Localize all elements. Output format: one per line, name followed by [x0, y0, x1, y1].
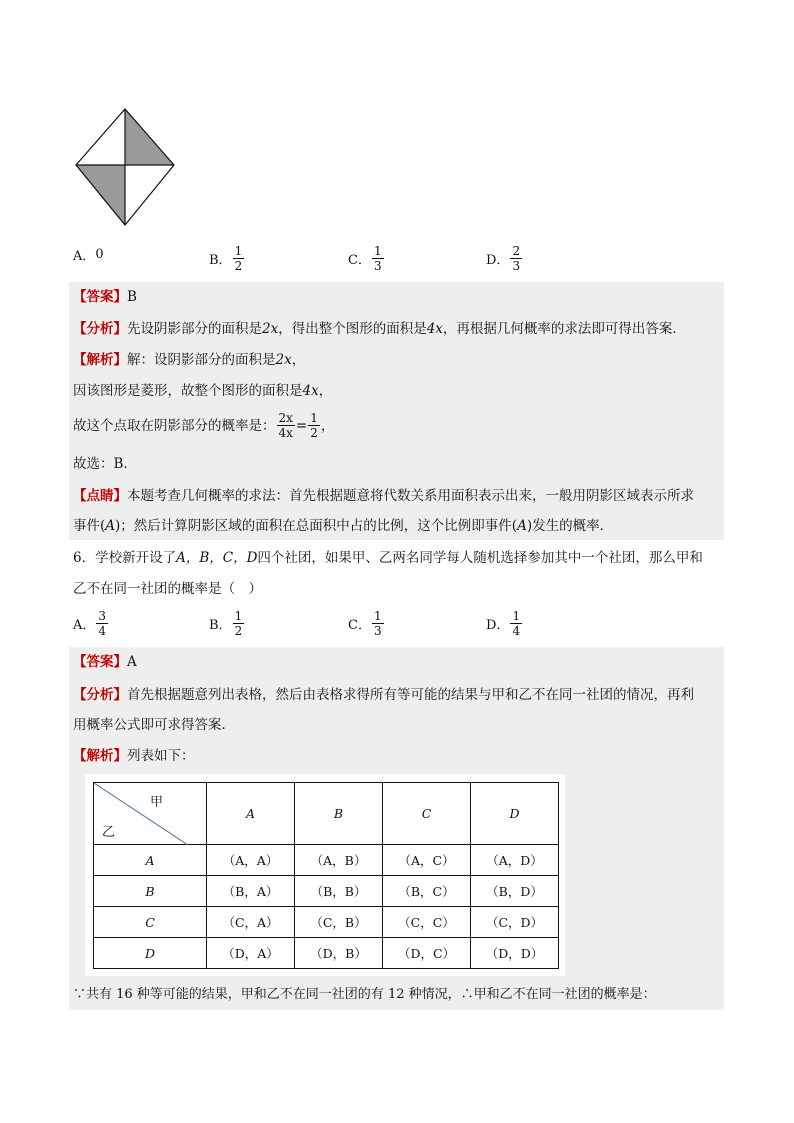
q6-analysis-line1: 【分析】首先根据题意列出表格，然后由表格求得所有等可能的结果与甲和乙不在同一社团的情况，再利 [73, 687, 694, 703]
corner-bottom-label: 乙 [102, 825, 116, 840]
table-cell: （B，C） [383, 876, 471, 907]
table-row [94, 876, 559, 907]
fraction: $\frac{2x}{4x}$ [278, 411, 293, 440]
row-header: A [94, 845, 207, 876]
fraction: $\frac{1}{2}$ [310, 411, 318, 440]
fraction: $\frac{1}{4}$ [512, 609, 521, 638]
q5-option-d: D． $\frac{2}{3}$ [486, 244, 521, 273]
q5-option-b: B． $\frac{1}{2}$ [209, 244, 243, 273]
fraction: $\frac{1}{2}$ [234, 609, 243, 638]
q6-question-line1: 6．学校新开设了A，B，C，D四个社团，如果甲、乙两名同学每人随机选择参加其中一个社团，那么甲和 [73, 550, 703, 566]
q6-option-d: D． $\frac{1}{4}$ [486, 609, 521, 638]
table-cell: （A，B） [295, 845, 383, 876]
table-cell: （B，A） [207, 876, 295, 907]
table-cell: （D，A） [207, 938, 295, 969]
q6-option-b: B． $\frac{1}{2}$ [209, 609, 243, 638]
q5-point-line1: 【点睛】本题考查几何概率的求法：首先根据题意将代数关系用面积表示出来，一般用阴影区域表示所求 [73, 488, 694, 504]
q5-solution-line3: 故这个点取在阴影部分的概率是： $\frac{2x}{4x}$ = $\frac{1}{2}$ ， [73, 411, 335, 440]
table-cell: （C，D） [471, 907, 559, 938]
fraction: $\frac{1}{3}$ [373, 609, 382, 638]
q5-analysis: 【分析】先设阴影部分的面积是2x，得出整个图形的面积是4x，再根据几何概率的求法即可得出答案． [73, 321, 686, 337]
table-cell: （B，B） [295, 876, 383, 907]
table-cell: （A，D） [471, 845, 559, 876]
table-header-row [94, 783, 559, 845]
q5-point-line2: 事件(A)；然后计算阴影区域的面积在总面积中占的比例，这个比例即事件(A)发生的概率． [73, 518, 614, 534]
q5-solution-line4: 故选：B． [73, 456, 137, 472]
row-header: C [94, 907, 207, 938]
rhombus-figure [70, 105, 180, 230]
table-cell: （B，D） [471, 876, 559, 907]
col-header: D [471, 783, 559, 845]
table-cell: （C，A） [207, 907, 295, 938]
table-cell: （D，C） [383, 938, 471, 969]
table-cell: （C，C） [383, 907, 471, 938]
col-header: B [295, 783, 383, 845]
table-cell: （A，C） [383, 845, 471, 876]
table-row [94, 907, 559, 938]
table-cell: （A，A） [207, 845, 295, 876]
q6-conclusion: ∵共有 16 种等可能的结果，甲和乙不在同一社团的有 12 种情况，∴甲和乙不在同一社团的概率是： [73, 987, 656, 1002]
col-header: A [207, 783, 295, 845]
q6-question-line2: 乙不在同一社团的概率是（ ） [73, 581, 262, 597]
q5-answer: 【答案】B [73, 289, 137, 305]
table-row [94, 938, 559, 969]
fraction: $\frac{1}{3}$ [373, 244, 382, 273]
corner-top-label: 甲 [150, 795, 164, 810]
table-cell: （C，B） [295, 907, 383, 938]
table-row [94, 845, 559, 876]
q5-solution-line1: 【解析】解：设阴影部分的面积是2x， [73, 352, 306, 368]
fraction: $\frac{2}{3}$ [512, 244, 521, 273]
q6-analysis-line2: 用概率公式即可求得答案． [73, 717, 235, 733]
table-corner-cell [94, 783, 207, 845]
q5-option-c: C． $\frac{1}{3}$ [348, 244, 382, 273]
fraction: $\frac{1}{2}$ [234, 244, 243, 273]
row-header: B [94, 876, 207, 907]
q5-option-a: A． 0 [73, 247, 104, 264]
table-cell: （D，B） [295, 938, 383, 969]
q6-answer: 【答案】A [73, 654, 137, 670]
col-header: C [383, 783, 471, 845]
q6-option-c: C． $\frac{1}{3}$ [348, 609, 382, 638]
q6-solution: 【解析】列表如下： [73, 748, 195, 764]
row-header: D [94, 938, 207, 969]
outcome-table [93, 782, 559, 969]
q6-option-a: A． $\frac{3}{4}$ [73, 609, 107, 638]
fraction: $\frac{3}{4}$ [98, 609, 107, 638]
q5-solution-line2: 因该图形是菱形，故整个图形的面积是4x， [73, 383, 333, 399]
table-cell: （D，D） [471, 938, 559, 969]
